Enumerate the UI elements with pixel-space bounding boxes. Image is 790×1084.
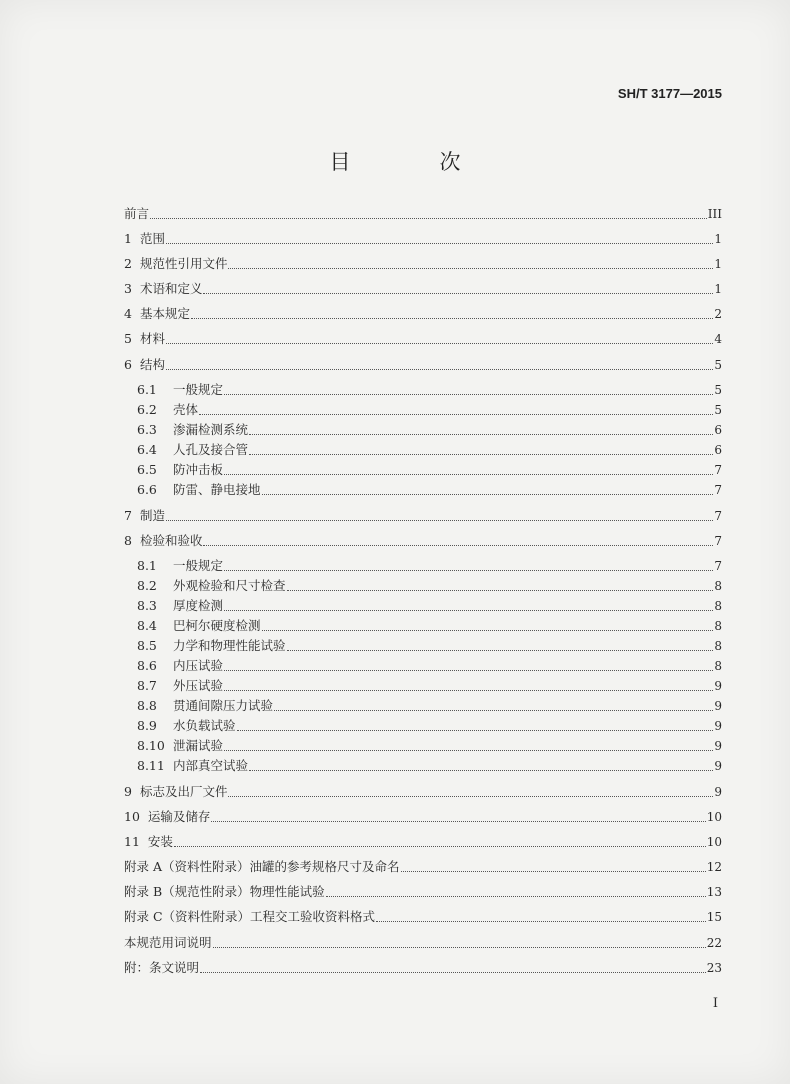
toc-entry[interactable] [124,280,722,298]
dot-leader [191,318,713,319]
toc-entry-label: 附录 B（规范性附录）物理性能试验 [124,884,325,899]
dot-leader [166,343,713,344]
dot-leader [224,750,713,751]
dot-leader [326,896,706,897]
toc-entry-number: 8.10 [137,738,165,753]
dot-leader [228,796,713,797]
toc-entry[interactable] [137,577,722,595]
toc-entry[interactable] [124,908,722,926]
dot-leader [224,570,713,571]
toc-entry-page: 8 [714,579,722,593]
toc-entry[interactable] [124,959,722,977]
toc-entry-label: 人孔及接合管 [173,442,249,457]
toc-entry-page: 2 [714,307,722,321]
toc-entry-page: 8 [714,599,722,613]
toc-entry[interactable] [137,717,722,735]
toc-entry[interactable] [137,737,722,755]
toc-entry-page: 7 [714,559,722,573]
toc-entry[interactable] [137,381,722,399]
toc-entry-label: 附录 C（资料性附录）工程交工验收资料格式 [124,909,376,924]
toc-entry[interactable] [124,883,722,901]
dot-leader [224,610,713,611]
toc-entry-page: 6 [714,423,722,437]
dot-leader [224,394,713,395]
toc-entry-label: 巴柯尔硬度检测 [173,618,261,633]
toc-entry-label: 力学和物理性能试验 [173,638,286,653]
toc-entry[interactable] [124,205,722,223]
toc-entry-label: 结构 [139,357,165,372]
toc-entry[interactable] [124,255,722,273]
toc-entry-page: 10 [706,810,722,824]
toc-entry[interactable] [137,657,722,675]
toc-entry-number: 4 [124,306,132,321]
dot-leader [376,921,706,922]
dot-leader [274,710,713,711]
toc-entry-label: 安装 [147,834,173,849]
toc-entry-label: 制造 [139,508,165,523]
toc-entry-label: 前言 [124,206,150,221]
toc-entry-number: 6.3 [137,422,157,437]
toc-entry-number: 8 [124,533,132,548]
toc-entry-label: 运输及储存 [147,809,211,824]
dot-leader [224,474,713,475]
dot-leader [166,520,713,521]
toc-entry-number: 8.7 [137,678,157,693]
dot-leader [287,650,714,651]
toc-entry-page: 8 [714,619,722,633]
dot-leader [166,369,713,370]
toc-entry-page: 22 [706,936,722,950]
toc-entry-number: 2 [124,256,132,271]
toc-entry-page: III [707,207,722,221]
toc-entry-page: 9 [714,759,722,773]
toc-entry-number: 10 [124,809,140,824]
toc-entry-number: 8.2 [137,578,157,593]
toc-entry[interactable] [137,421,722,439]
dot-leader [287,590,714,591]
toc-entry-number: 6.5 [137,462,157,477]
toc-entry-page: 7 [714,483,722,497]
toc-entry-label: 本规范用词说明 [124,935,212,950]
toc-entry-label: 材料 [139,331,165,346]
dot-leader [211,821,705,822]
toc-entry-page: 9 [714,719,722,733]
toc-entry-page: 7 [714,534,722,548]
toc-entry-label: 外压试验 [173,678,224,693]
toc-entry[interactable] [124,934,722,952]
toc-entry-page: 15 [706,910,722,924]
toc-entry[interactable] [124,330,722,348]
toc-entry-number: 5 [124,331,132,346]
toc-entry[interactable] [137,441,722,459]
toc-entry-label: 泄漏试验 [173,738,224,753]
dot-leader [262,630,714,631]
dot-leader [224,670,713,671]
toc-entry-label: 附录 A（资料性附录）油罐的参考规格尺寸及命名 [124,859,400,874]
dot-leader [199,414,713,415]
toc-entry-number: 7 [124,508,132,523]
dot-leader [228,268,713,269]
toc-entry-number: 6.6 [137,482,157,497]
toc-entry-number: 8.1 [137,558,157,573]
toc-entry-page: 13 [706,885,722,899]
toc-entry-number: 8.4 [137,618,157,633]
toc-entry-label: 检验和验收 [139,533,203,548]
page-folio: I [712,996,718,1011]
toc-entry[interactable] [124,808,722,826]
toc-entry-number: 8.5 [137,638,157,653]
toc-entry-label: 规范性引用文件 [139,256,228,271]
toc-entry-number: 6.2 [137,402,157,417]
dot-leader [401,871,706,872]
dot-leader [237,730,714,731]
toc-entry[interactable] [137,677,722,695]
toc-entry-number: 9 [124,784,132,799]
toc-entry[interactable] [124,833,722,851]
dot-leader [150,218,707,219]
toc-entry[interactable] [124,858,722,876]
dot-leader [224,690,713,691]
dot-leader [249,770,713,771]
toc-entry-number: 8.11 [137,758,165,773]
toc-entry-page: 5 [714,358,722,372]
toc-entry-number: 8.6 [137,658,157,673]
toc-entry-label: 术语和定义 [139,281,203,296]
toc-entry-number: 11 [124,834,140,849]
toc-entry-page: 9 [714,679,722,693]
toc-entry-label: 基本规定 [139,306,190,321]
toc-entry[interactable] [137,697,722,715]
toc-entry-page: 10 [706,835,722,849]
dot-leader [249,454,713,455]
dot-leader [203,293,713,294]
toc-entry[interactable] [124,532,722,550]
toc-entry-label: 防冲击板 [173,462,224,477]
toc-entry-page: 5 [714,383,722,397]
dot-leader [249,434,713,435]
toc-entry-label: 标志及出厂文件 [139,784,228,799]
toc-entry-label: 厚度检测 [173,598,224,613]
toc-entry[interactable] [137,757,722,775]
toc-entry-number: 3 [124,281,132,296]
toc-entry-label: 外观检验和尺寸检查 [173,578,286,593]
toc-entry-page: 9 [714,785,722,799]
standard-code: SH/T 3177—2015 [617,86,722,101]
dot-leader [166,243,713,244]
toc-entry-label: 附：条文说明 [124,960,200,975]
toc-entry[interactable] [137,401,722,419]
page-title: 目 次 [329,150,495,174]
toc-entry[interactable] [137,597,722,615]
toc-entry-label: 范围 [139,231,165,246]
dot-leader [200,972,706,973]
dot-leader [203,545,713,546]
toc-entry-label: 内部真空试验 [173,758,249,773]
toc-entry-page: 23 [706,961,722,975]
toc-entry-label: 贯通间隙压力试验 [173,698,274,713]
dot-leader [213,947,706,948]
toc-entry[interactable] [124,507,722,525]
toc-entry-label: 内压试验 [173,658,224,673]
toc-entry-page: 7 [714,463,722,477]
toc-entry-label: 壳体 [173,402,199,417]
toc-entry-number: 6 [124,357,132,372]
toc-entry-label: 渗漏检测系统 [173,422,249,437]
toc-entry[interactable] [124,356,722,374]
toc-entry-label: 防雷、静电接地 [173,482,261,497]
toc-entry-number: 8.9 [137,718,157,733]
toc-entry[interactable] [124,783,722,801]
toc-entry-page: 4 [714,332,722,346]
toc-entry-page: 8 [714,639,722,653]
toc-entry-page: 1 [714,257,722,271]
toc-entry-page: 9 [714,739,722,753]
toc-entry-page: 12 [706,860,722,874]
toc-entry[interactable] [137,557,722,575]
toc-entry-label: 水负载试验 [173,718,236,733]
toc-entry-page: 1 [714,232,722,246]
toc-entry-label: 一般规定 [173,382,224,397]
toc-entry-label: 一般规定 [173,558,224,573]
toc-entry-page: 5 [714,403,722,417]
toc-entry-number: 6.4 [137,442,157,457]
dot-leader [262,494,714,495]
toc-entry[interactable] [137,617,722,635]
toc-entry-number: 8.8 [137,698,157,713]
toc-entry-page: 1 [714,282,722,296]
toc-entry-number: 8.3 [137,598,157,613]
toc-entry[interactable] [137,481,722,499]
toc-entry[interactable] [137,637,722,655]
toc-entry[interactable] [124,305,722,323]
toc-entry-number: 1 [124,231,132,246]
toc-entry-page: 7 [714,509,722,523]
dot-leader [174,846,706,847]
toc-entry-page: 8 [714,659,722,673]
toc-entry-number: 6.1 [137,382,157,397]
toc-entry[interactable] [137,461,722,479]
toc-entry[interactable] [124,230,722,248]
toc-entry-page: 9 [714,699,722,713]
toc-entry-page: 6 [714,443,722,457]
